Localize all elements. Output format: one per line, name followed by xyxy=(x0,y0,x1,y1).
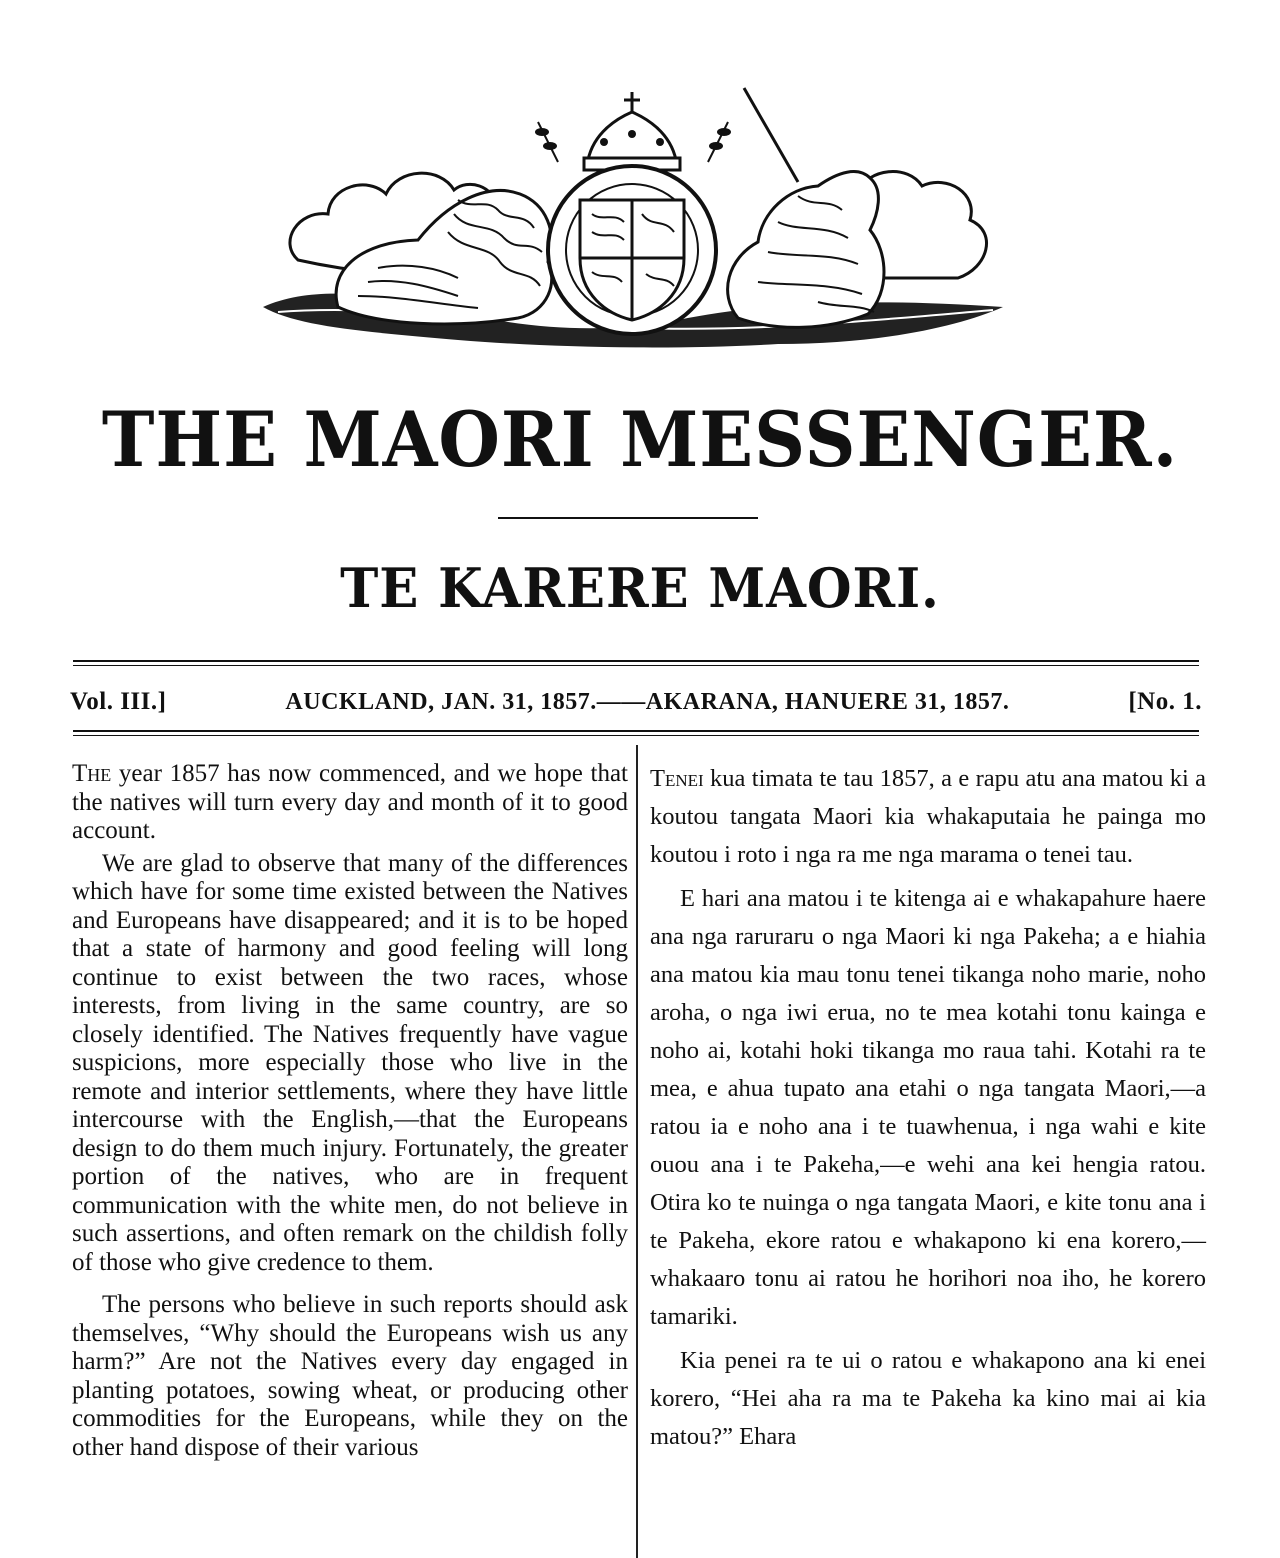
maori-paragraph: E hari ana matou i te kitenga ai e whakapahure haere ana nga raruraru o nga Maori ki nga Pakeha; a e hiahia ana matou kia mau tonu tenei tikanga noho marie, noho aroha, o nga iwi erua, no te mea kotahi tonu kainga e noho ai, kotahi hoki tikanga mo raua tahi. Kotahi ra te mea, e ahua tupato ana etahi o nga tangata Maori,—a ratou ia e noho ana i te tuawhenua, i nga wahi e kite ouou ana i te Pakeha,—e wehi ana kei hengia ratou. Otira ko te nuinga o nga tangata Maori, e kite tonu ana i te Pakeha, ekore ratou e whakapono ki ena korero,—whakaaro tonu ai ratou he horihori noa iho, he korero tamariki. xyxy=(650,885,1206,1330)
english-column xyxy=(72,760,628,1462)
header-rule-bottom xyxy=(73,730,1199,736)
column-divider xyxy=(636,745,638,1558)
paragraph-text: kua timata te tau 1857, a e rapu atu ana matou ki a koutou tangata Maori kia whakaputaia he painga mo koutou i roto i nga ra me nga marama o tenei tau. xyxy=(650,765,1206,868)
header-rule-top xyxy=(73,660,1199,666)
drop-lead: The xyxy=(72,760,112,787)
title-divider xyxy=(498,517,758,519)
english-paragraph: The persons who believe in such reports should ask themselves, “Why should the Europeans wish us any harm?” Are not the Natives every day engaged in planting potatoes, sowing wheat, or producing other commodities for the Europeans, while they on the other hand dispose of their various xyxy=(72,1291,628,1461)
maori-paragraph xyxy=(650,760,1206,874)
drop-lead: Tenei xyxy=(650,765,704,792)
masthead-subtitle: TE KARERE MAORI. xyxy=(340,556,940,620)
volume-label: Vol. III.] xyxy=(70,688,167,715)
english-paragraph xyxy=(72,760,628,846)
dateline xyxy=(70,688,1202,724)
english-paragraph: We are glad to observe that many of the differences which have for some time existed between the Natives and Europeans have disappeared; and it is to be hoped that a state of harmony and good feeling will long continue to exist between the two races, whose interests, from living in the same country, are so closely identified. The Natives frequently have vague suspicions, more especially those who live in the remote and interior settlements, where they have little intercourse with the English,—that the Europeans design to do them much injury. Fortunately, the greater portion of the natives, who are in frequent communication with the white men, do not believe in such assertions, and often remark on the childish folly of those who give credence to them. xyxy=(72,849,628,1276)
maori-paragraph: Kia penei ra te ui o ratou e whakapono ana ki enei korero, “Hei aha ra ma te Pakeha ka kino mai ai kia matou?” Ehara xyxy=(650,1347,1206,1450)
paragraph-text: year 1857 has now commenced, and we hope that the natives will turn every day and month of it to good account. xyxy=(72,760,628,844)
maori-column xyxy=(650,760,1206,1456)
place-date: AUCKLAND, JAN. 31, 1857.——AKARANA, HANUERE 31, 1857. xyxy=(285,689,1010,715)
issue-number: [No. 1. xyxy=(1128,688,1202,715)
masthead-title: THE MAORI MESSENGER. xyxy=(101,395,1179,484)
royal-coat-of-arms-icon xyxy=(258,82,1008,350)
